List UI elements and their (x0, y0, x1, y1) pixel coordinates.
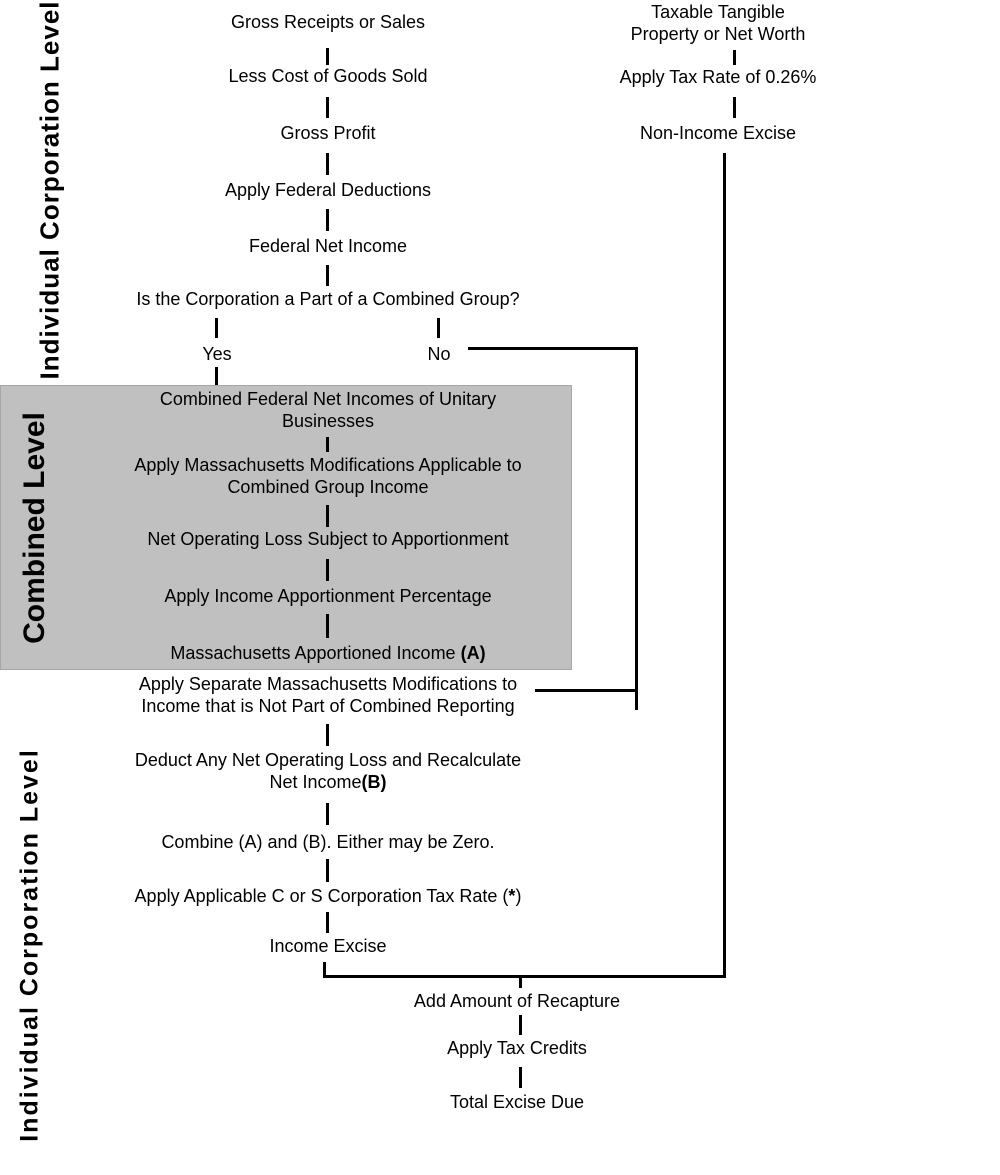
apply-tax-credits-node: Apply Tax Credits (447, 1038, 587, 1058)
yes-branch-line (215, 318, 218, 338)
taxable-tangible-node (568, 1, 868, 45)
nol-subject-to-apportionment-node: Net Operating Loss Subject to Apportionment (147, 529, 509, 549)
apply-tax-rate-026-node: Apply Tax Rate of 0.26% (619, 67, 817, 87)
connector-line (326, 265, 329, 286)
connector-line (733, 50, 736, 65)
connector-line (326, 559, 329, 581)
asterisk-marker: * (508, 886, 516, 906)
marker-b: (B) (361, 772, 387, 792)
individual-corporation-level-bottom-label: Individual Corporation Level (15, 748, 44, 1142)
individual-corporation-level-top-label: Individual Corporation Level (34, 0, 65, 380)
connector-line (326, 153, 329, 175)
less-cogs-node: Less Cost of Goods Sold (228, 66, 428, 86)
combined-federal-net-incomes-node (78, 388, 578, 432)
marker-a: (A) (460, 643, 486, 663)
deduct-nol-line2 (78, 771, 578, 793)
combine-a-b-node: Combine (A) and (B). Either may be Zero. (161, 832, 495, 852)
gross-profit-node: Gross Profit (280, 123, 376, 143)
apply-rate-text: Apply Applicable C or S Corporation Tax Rate ( (134, 886, 509, 906)
no-branch-label: No (427, 344, 451, 364)
combined-federal-line2: Businesses (281, 411, 375, 431)
separate-mods-line1: Apply Separate Massachusetts Modifications to (138, 674, 518, 694)
separate-mods-line2: Income that is Not Part of Combined Reporting (141, 696, 515, 716)
yes-branch-label: Yes (202, 344, 232, 364)
connector-line (326, 48, 329, 65)
no-branch-line (437, 318, 440, 338)
combined-group-question-node: Is the Corporation a Part of a Combined Group? (136, 289, 520, 309)
connector-line (326, 505, 329, 527)
no-branch-vertical (635, 347, 638, 710)
connector-line (326, 97, 329, 118)
connector-line (326, 437, 329, 452)
ma-apportioned-text: Massachusetts Apportioned Income (170, 643, 456, 663)
apply-rate-close: ) (515, 886, 522, 906)
connector-line (326, 859, 329, 882)
apply-ma-modifications-node (78, 454, 578, 498)
connector-line (326, 912, 329, 933)
taxable-line2: Property or Net Worth (630, 24, 806, 44)
non-income-down-line (723, 153, 726, 978)
deduct-nol-line1: Deduct Any Net Operating Loss and Recalculate (134, 750, 522, 770)
connector-line (326, 803, 329, 825)
federal-net-income-node: Federal Net Income (248, 236, 408, 256)
merge-horizontal-line (323, 975, 726, 978)
combined-federal-line1: Combined Federal Net Incomes of Unitary (159, 389, 497, 409)
non-income-excise-node: Non-Income Excise (639, 123, 797, 143)
no-branch-horizontal (468, 347, 638, 350)
combined-level-label: Combined Level (18, 412, 51, 644)
apply-federal-deductions-node: Apply Federal Deductions (224, 180, 432, 200)
income-excise-node: Income Excise (269, 936, 387, 956)
no-branch-return (535, 689, 635, 692)
apply-ma-mods-line1: Apply Massachusetts Modifications Applicable to (134, 455, 522, 475)
apply-separate-mods-node (78, 673, 578, 717)
taxable-line1: Taxable Tangible (651, 2, 785, 22)
deduct-nol-text: Net Income (269, 772, 362, 792)
gross-receipts-node: Gross Receipts or Sales (230, 12, 426, 32)
add-recapture-node: Add Amount of Recapture (413, 991, 621, 1011)
yes-to-combined-line (215, 367, 218, 385)
apply-tax-rate-node (78, 885, 578, 907)
connector-line (326, 209, 329, 231)
deduct-nol-node (78, 749, 578, 793)
ma-apportioned-income-node (78, 642, 578, 664)
connector-line (519, 1067, 522, 1088)
connector-line (326, 724, 329, 746)
connector-line (733, 97, 736, 118)
total-excise-due-node: Total Excise Due (449, 1092, 585, 1112)
connector-line (519, 975, 522, 988)
apply-ma-mods-line2: Combined Group Income (227, 477, 429, 497)
connector-line (519, 1015, 522, 1035)
connector-line (326, 614, 329, 638)
apply-apportionment-node: Apply Income Apportionment Percentage (164, 586, 492, 606)
